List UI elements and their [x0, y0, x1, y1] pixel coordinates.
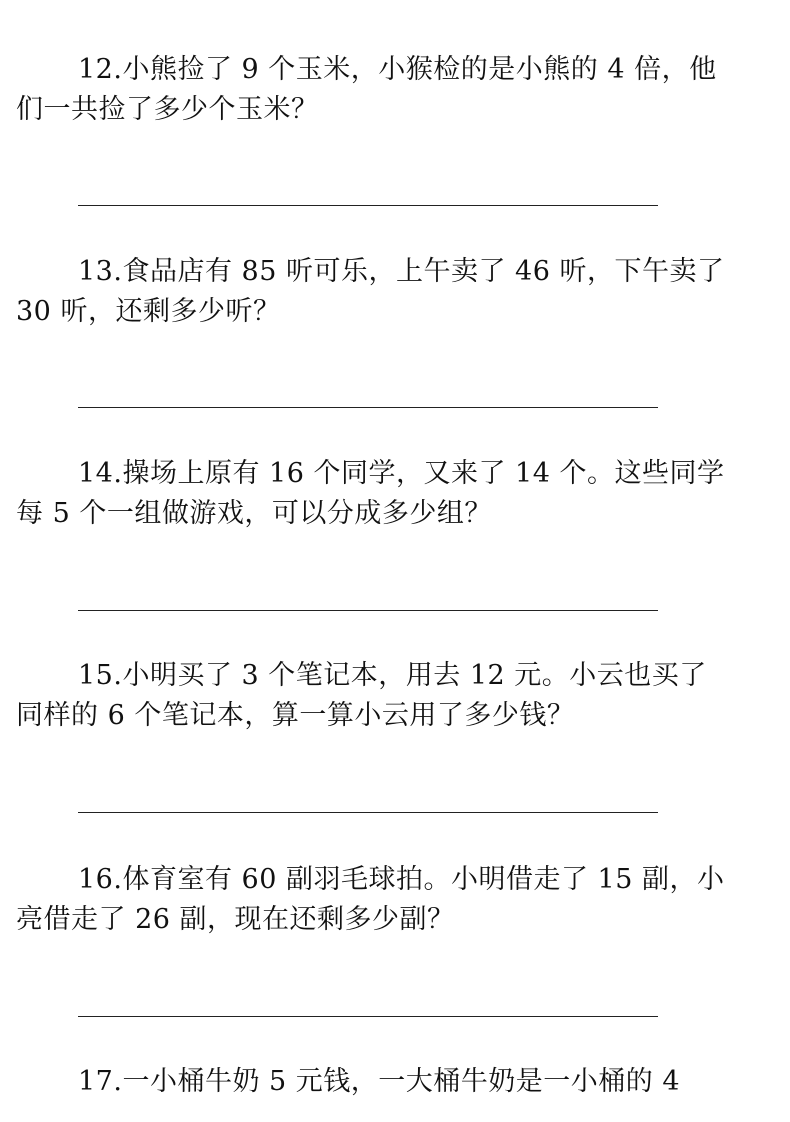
problem-15: [16, 656, 776, 736]
problem-12-line-2: 们一共捡了多少个玉米？: [16, 94, 319, 125]
answer-line-15[interactable]: [78, 812, 658, 813]
answer-line-16[interactable]: [78, 1016, 658, 1017]
answer-line-12[interactable]: [78, 205, 658, 206]
problem-17: [16, 1062, 776, 1102]
problem-16: [16, 860, 776, 940]
problem-17-line-1: 17.一小桶牛奶 5 元钱，一大桶牛奶是一小桶的 4: [78, 1066, 681, 1097]
problem-13: [16, 252, 776, 332]
problem-12-line-1: 12.小熊捡了 9 个玉米，小猴检的是小熊的 4 倍，他: [78, 54, 717, 85]
answer-line-14[interactable]: [78, 610, 658, 611]
problem-13-line-2: 30 听，还剩多少听？: [16, 296, 281, 327]
problem-16-line-2: 亮借走了 26 副，现在还剩多少副？: [16, 904, 455, 935]
problem-13-line-1: 13.食品店有 85 听可乐，上午卖了 46 听，下午卖了: [78, 256, 725, 287]
problem-15-line-1: 15.小明买了 3 个笔记本，用去 12 元。小云也买了: [78, 660, 707, 691]
problem-14: [16, 454, 776, 534]
problem-12: [16, 50, 776, 130]
problem-15-line-2: 同样的 6 个笔记本，算一算小云用了多少钱？: [16, 700, 575, 731]
problem-14-line-2: 每 5 个一组做游戏，可以分成多少组？: [16, 498, 492, 529]
problem-14-line-1: 14.操场上原有 16 个同学，又来了 14 个。这些同学: [78, 458, 725, 489]
answer-line-13[interactable]: [78, 407, 658, 408]
problem-16-line-1: 16.体育室有 60 副羽毛球拍。小明借走了 15 副，小: [78, 864, 725, 895]
